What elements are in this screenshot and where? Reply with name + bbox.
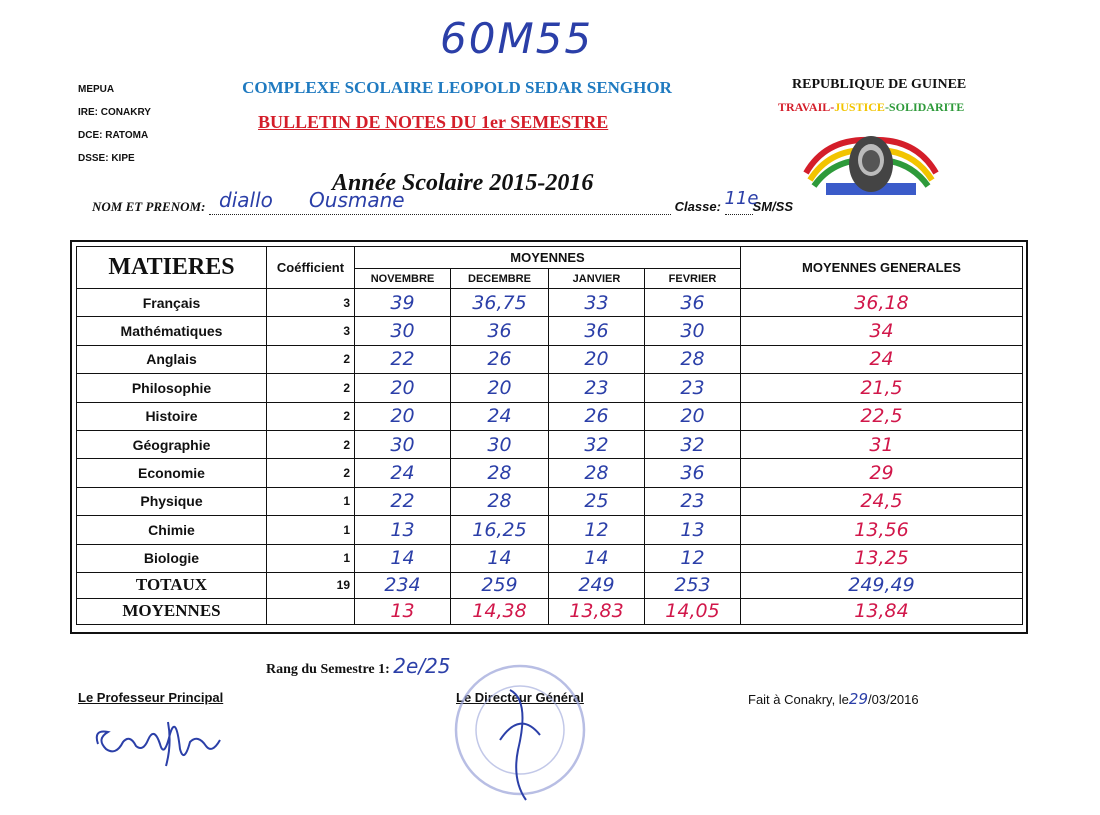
subject-coefficient: 2 bbox=[267, 459, 355, 487]
grades-table bbox=[76, 246, 1023, 625]
director-label: Le Directeur Général bbox=[456, 690, 584, 705]
monthly-grade: 14 bbox=[451, 544, 549, 572]
general-average: 13,56 bbox=[741, 516, 1023, 544]
principal-teacher-label: Le Professeur Principal bbox=[78, 690, 224, 705]
monthly-grade: 28 bbox=[645, 345, 741, 373]
monthly-grade: 13 bbox=[355, 516, 451, 544]
averages-label: MOYENNES bbox=[77, 598, 267, 624]
subject-name: Physique bbox=[77, 487, 267, 515]
school-stamp-image bbox=[440, 640, 600, 815]
monthly-grade: 16,25 bbox=[451, 516, 549, 544]
average-value: 13,83 bbox=[549, 598, 645, 624]
subject-name: Philosophie bbox=[77, 374, 267, 402]
monthly-grade: 22 bbox=[355, 487, 451, 515]
monthly-grade: 25 bbox=[549, 487, 645, 515]
subject-row bbox=[77, 345, 1023, 373]
monthly-grade: 28 bbox=[451, 459, 549, 487]
monthly-grade: 20 bbox=[451, 374, 549, 402]
monthly-grade: 36 bbox=[451, 317, 549, 345]
monthly-grade: 32 bbox=[645, 430, 741, 458]
monthly-grade: 23 bbox=[645, 374, 741, 402]
subject-row bbox=[77, 289, 1023, 317]
national-motto bbox=[778, 100, 964, 115]
monthly-grade: 12 bbox=[549, 516, 645, 544]
subject-coefficient: 2 bbox=[267, 430, 355, 458]
subject-row bbox=[77, 459, 1023, 487]
total-general: 249,49 bbox=[741, 572, 1023, 598]
monthly-grade: 24 bbox=[355, 459, 451, 487]
subject-row bbox=[77, 402, 1023, 430]
subject-coefficient: 3 bbox=[267, 317, 355, 345]
subject-coefficient: 1 bbox=[267, 516, 355, 544]
dsse-label: DSSE: KIPE bbox=[78, 153, 135, 164]
monthly-grade: 39 bbox=[355, 289, 451, 317]
rank-label: Rang du Semestre 1: bbox=[266, 662, 390, 677]
monthly-grade: 30 bbox=[355, 317, 451, 345]
general-average: 36,18 bbox=[741, 289, 1023, 317]
averages-coefficient-empty bbox=[267, 598, 355, 624]
motto-part-1: TRAVAIL- bbox=[778, 100, 835, 114]
subject-row bbox=[77, 374, 1023, 402]
monthly-grade: 30 bbox=[355, 430, 451, 458]
monthly-grade: 20 bbox=[549, 345, 645, 373]
general-average: 21,5 bbox=[741, 374, 1023, 402]
total-value: 249 bbox=[549, 572, 645, 598]
reference-number: 60M55 bbox=[440, 14, 594, 63]
monthly-grade: 12 bbox=[645, 544, 741, 572]
monthly-grade: 36 bbox=[549, 317, 645, 345]
total-value: 234 bbox=[355, 572, 451, 598]
subject-coefficient: 1 bbox=[267, 544, 355, 572]
general-average: 29 bbox=[741, 459, 1023, 487]
monthly-grade: 23 bbox=[645, 487, 741, 515]
school-year: Année Scolaire 2015-2016 bbox=[332, 170, 594, 196]
monthly-grade: 13 bbox=[645, 516, 741, 544]
total-value: 259 bbox=[451, 572, 549, 598]
general-average: 24 bbox=[741, 345, 1023, 373]
general-average: 24,5 bbox=[741, 487, 1023, 515]
subject-name: Histoire bbox=[77, 402, 267, 430]
subject-name: Géographie bbox=[77, 430, 267, 458]
totals-coefficient: 19 bbox=[267, 572, 355, 598]
monthly-grade: 22 bbox=[355, 345, 451, 373]
country-name: REPUBLIQUE DE GUINEE bbox=[792, 77, 967, 92]
totals-label: TOTAUX bbox=[77, 572, 267, 598]
general-average: 13,25 bbox=[741, 544, 1023, 572]
monthly-grade: 28 bbox=[549, 459, 645, 487]
first-name: Ousmane bbox=[309, 188, 405, 212]
monthly-grade: 30 bbox=[451, 430, 549, 458]
average-value: 14,38 bbox=[451, 598, 549, 624]
general-average: 22,5 bbox=[741, 402, 1023, 430]
teacher-signature-image bbox=[88, 704, 238, 774]
monthly-grade: 32 bbox=[549, 430, 645, 458]
subject-row bbox=[77, 516, 1023, 544]
motto-part-2: JUSTICE bbox=[834, 100, 885, 114]
subject-column-header: MATIERES bbox=[77, 247, 267, 289]
monthly-grade: 36 bbox=[645, 289, 741, 317]
class-field bbox=[724, 188, 759, 215]
school-name: COMPLEXE SCOLAIRE LEOPOLD SEDAR SENGHOR bbox=[242, 78, 672, 97]
monthly-grade: 24 bbox=[451, 402, 549, 430]
month-header: DECEMBRE bbox=[451, 269, 549, 289]
month-header: NOVEMBRE bbox=[355, 269, 451, 289]
ministry-label: MEPUA bbox=[78, 84, 115, 95]
monthly-averages-header: MOYENNES bbox=[355, 247, 741, 269]
general-average: 34 bbox=[741, 317, 1023, 345]
monthly-grade: 36,75 bbox=[451, 289, 549, 317]
date-day: 29 bbox=[848, 690, 869, 708]
subject-row bbox=[77, 317, 1023, 345]
class-label: Classe: bbox=[674, 199, 721, 214]
national-emblem-image bbox=[796, 128, 946, 208]
ire-label: IRE: CONAKRY bbox=[78, 107, 151, 118]
subject-row bbox=[77, 430, 1023, 458]
average-value: 14,05 bbox=[645, 598, 741, 624]
monthly-grade: 23 bbox=[549, 374, 645, 402]
subject-name: Mathématiques bbox=[77, 317, 267, 345]
date-suffix: /03/2016 bbox=[868, 692, 919, 707]
monthly-grade: 20 bbox=[355, 374, 451, 402]
monthly-grade: 14 bbox=[355, 544, 451, 572]
motto-part-3: -SOLIDARITE bbox=[884, 100, 965, 114]
subject-coefficient: 2 bbox=[267, 345, 355, 373]
name-field bbox=[209, 188, 671, 215]
subject-name: Français bbox=[77, 289, 267, 317]
month-header: JANVIER bbox=[549, 269, 645, 289]
averages-row bbox=[77, 598, 1023, 624]
monthly-grade: 20 bbox=[645, 402, 741, 430]
subject-coefficient: 3 bbox=[267, 289, 355, 317]
general-average: 31 bbox=[741, 430, 1023, 458]
subject-coefficient: 1 bbox=[267, 487, 355, 515]
grade-rows bbox=[77, 289, 1023, 573]
dce-label: DCE: RATOMA bbox=[78, 130, 149, 141]
class-value: 11e bbox=[724, 188, 759, 209]
average-value: 13 bbox=[355, 598, 451, 624]
monthly-grade: 36 bbox=[645, 459, 741, 487]
subject-row bbox=[77, 487, 1023, 515]
coefficient-column-header: Coéfficient bbox=[267, 247, 355, 289]
name-label: NOM ET PRENOM: bbox=[92, 199, 206, 214]
monthly-grade: 14 bbox=[549, 544, 645, 572]
class-suffix: SM/SS bbox=[752, 199, 793, 214]
monthly-grade: 26 bbox=[549, 402, 645, 430]
subject-coefficient: 2 bbox=[267, 374, 355, 402]
subject-coefficient: 2 bbox=[267, 402, 355, 430]
subject-row bbox=[77, 544, 1023, 572]
subject-name: Anglais bbox=[77, 345, 267, 373]
average-general: 13,84 bbox=[741, 598, 1023, 624]
monthly-grade: 26 bbox=[451, 345, 549, 373]
last-name: diallo bbox=[219, 188, 273, 212]
totals-row bbox=[77, 572, 1023, 598]
semester-rank bbox=[266, 654, 451, 678]
subject-name: Chimie bbox=[77, 516, 267, 544]
subject-name: Economie bbox=[77, 459, 267, 487]
monthly-grade: 33 bbox=[549, 289, 645, 317]
general-average-column-header: MOYENNES GENERALES bbox=[741, 247, 1023, 289]
monthly-grade: 30 bbox=[645, 317, 741, 345]
total-value: 253 bbox=[645, 572, 741, 598]
monthly-grade: 28 bbox=[451, 487, 549, 515]
month-header: FEVRIER bbox=[645, 269, 741, 289]
rank-value: 2e/25 bbox=[393, 654, 451, 678]
subject-name: Biologie bbox=[77, 544, 267, 572]
monthly-grade: 20 bbox=[355, 402, 451, 430]
date-prefix: Fait à Conakry, le bbox=[748, 692, 849, 707]
bulletin-title: BULLETIN DE NOTES DU 1er SEMESTRE bbox=[258, 112, 609, 132]
grades-table-frame bbox=[70, 240, 1028, 634]
place-and-date bbox=[748, 690, 919, 708]
student-info-row bbox=[92, 188, 812, 215]
